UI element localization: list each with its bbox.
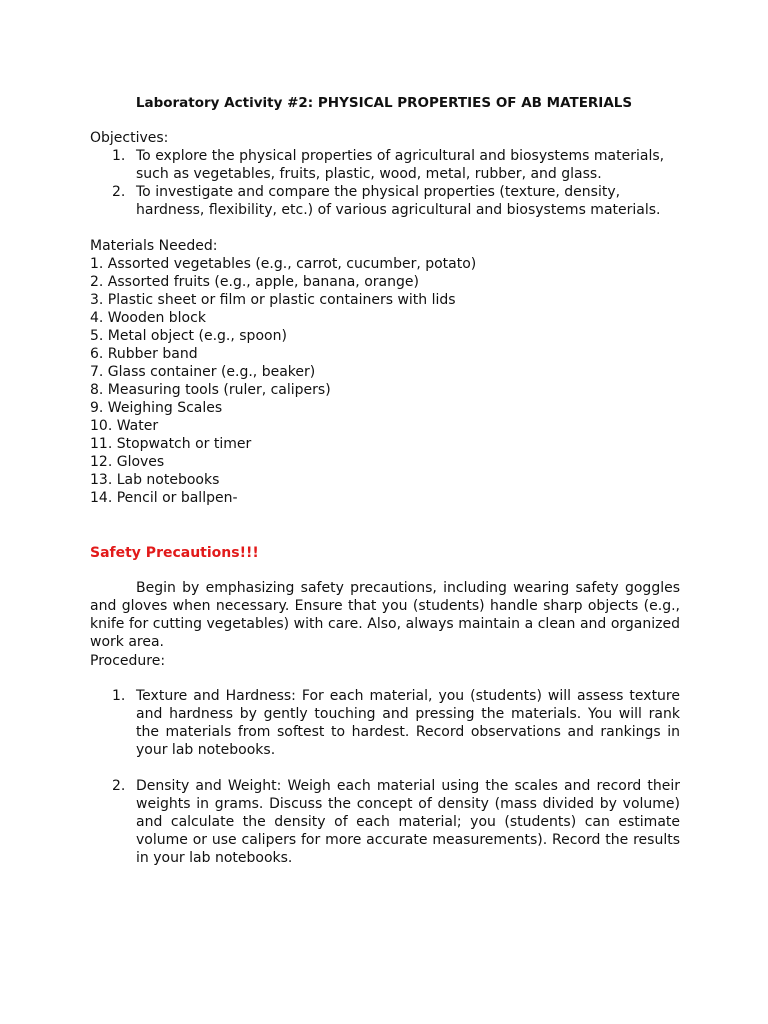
safety-heading: Safety Precautions!!!	[90, 545, 259, 561]
material-item: 2. Assorted fruits (e.g., apple, banana, orange)	[90, 274, 419, 290]
procedure-text: Density and Weight: Weigh each material using the scales and record their weights in grams. Discuss the concept of density (mass divided by volume) and calculate the density of each material; you (students) can estimate volume or use calipers for more accurate measurements). Record the results in your lab notebooks.	[136, 778, 680, 866]
procedure-list	[90, 687, 680, 867]
material-item: 3. Plastic sheet or film or plastic containers with lids	[90, 292, 456, 308]
material-item: 10. Water	[90, 418, 159, 434]
safety-section	[90, 544, 680, 562]
material-item: 1. Assorted vegetables (e.g., carrot, cucumber, potato)	[90, 256, 477, 272]
procedure-number: 2.	[112, 778, 126, 794]
objective-item	[90, 147, 680, 183]
objectives-section	[90, 129, 680, 219]
materials-section	[90, 237, 680, 507]
material-item: 11. Stopwatch or timer	[90, 436, 252, 452]
procedure-section	[90, 687, 680, 885]
material-item: 9. Weighing Scales	[90, 400, 223, 416]
objective-item	[90, 183, 680, 219]
material-item: 12. Gloves	[90, 454, 165, 470]
material-item: 7. Glass container (e.g., beaker)	[90, 364, 316, 380]
objectives-list	[90, 147, 680, 219]
procedure-item	[90, 777, 680, 867]
procedure-item	[90, 687, 680, 759]
objective-text: To investigate and compare the physical properties (texture, density, hardness, flexibility, etc.) of various agricultural and biosystems materials.	[136, 184, 661, 218]
material-item: 8. Measuring tools (ruler, calipers)	[90, 382, 331, 398]
material-item: 13. Lab notebooks	[90, 472, 220, 488]
document-title: Laboratory Activity #2: PHYSICAL PROPERTIES OF AB MATERIALS	[135, 95, 633, 111]
objective-number: 2.	[112, 184, 126, 200]
material-item: 4. Wooden block	[90, 310, 206, 326]
objectives-heading: Objectives:	[90, 130, 169, 146]
material-item: 6. Rubber band	[90, 346, 198, 362]
objective-text: To explore the physical properties of agricultural and biosystems materials, such as vegetables, fruits, plastic, wood, metal, rubber, and glass.	[136, 148, 665, 182]
safety-paragraph: Begin by emphasizing safety precautions, including wearing safety goggles and gloves when necessary. Ensure that you (students) handle sharp objects (e.g., knife for cutting vegetables) with care. Also, always maintain a clean and organized work area.	[90, 580, 680, 650]
material-item: 5. Metal object (e.g., spoon)	[90, 328, 287, 344]
objective-number: 1.	[112, 148, 126, 164]
procedure-text: Texture and Hardness: For each material, you (students) will assess texture and hardness by gently touching and pressing the materials. You will rank the materials from softest to hardest. Record observations and rankings in your lab notebooks.	[136, 688, 680, 758]
procedure-number: 1.	[112, 688, 126, 704]
procedure-heading: Procedure:	[90, 653, 166, 669]
materials-heading: Materials Needed:	[90, 238, 218, 254]
material-item: 14. Pencil or ballpen-	[90, 490, 238, 506]
